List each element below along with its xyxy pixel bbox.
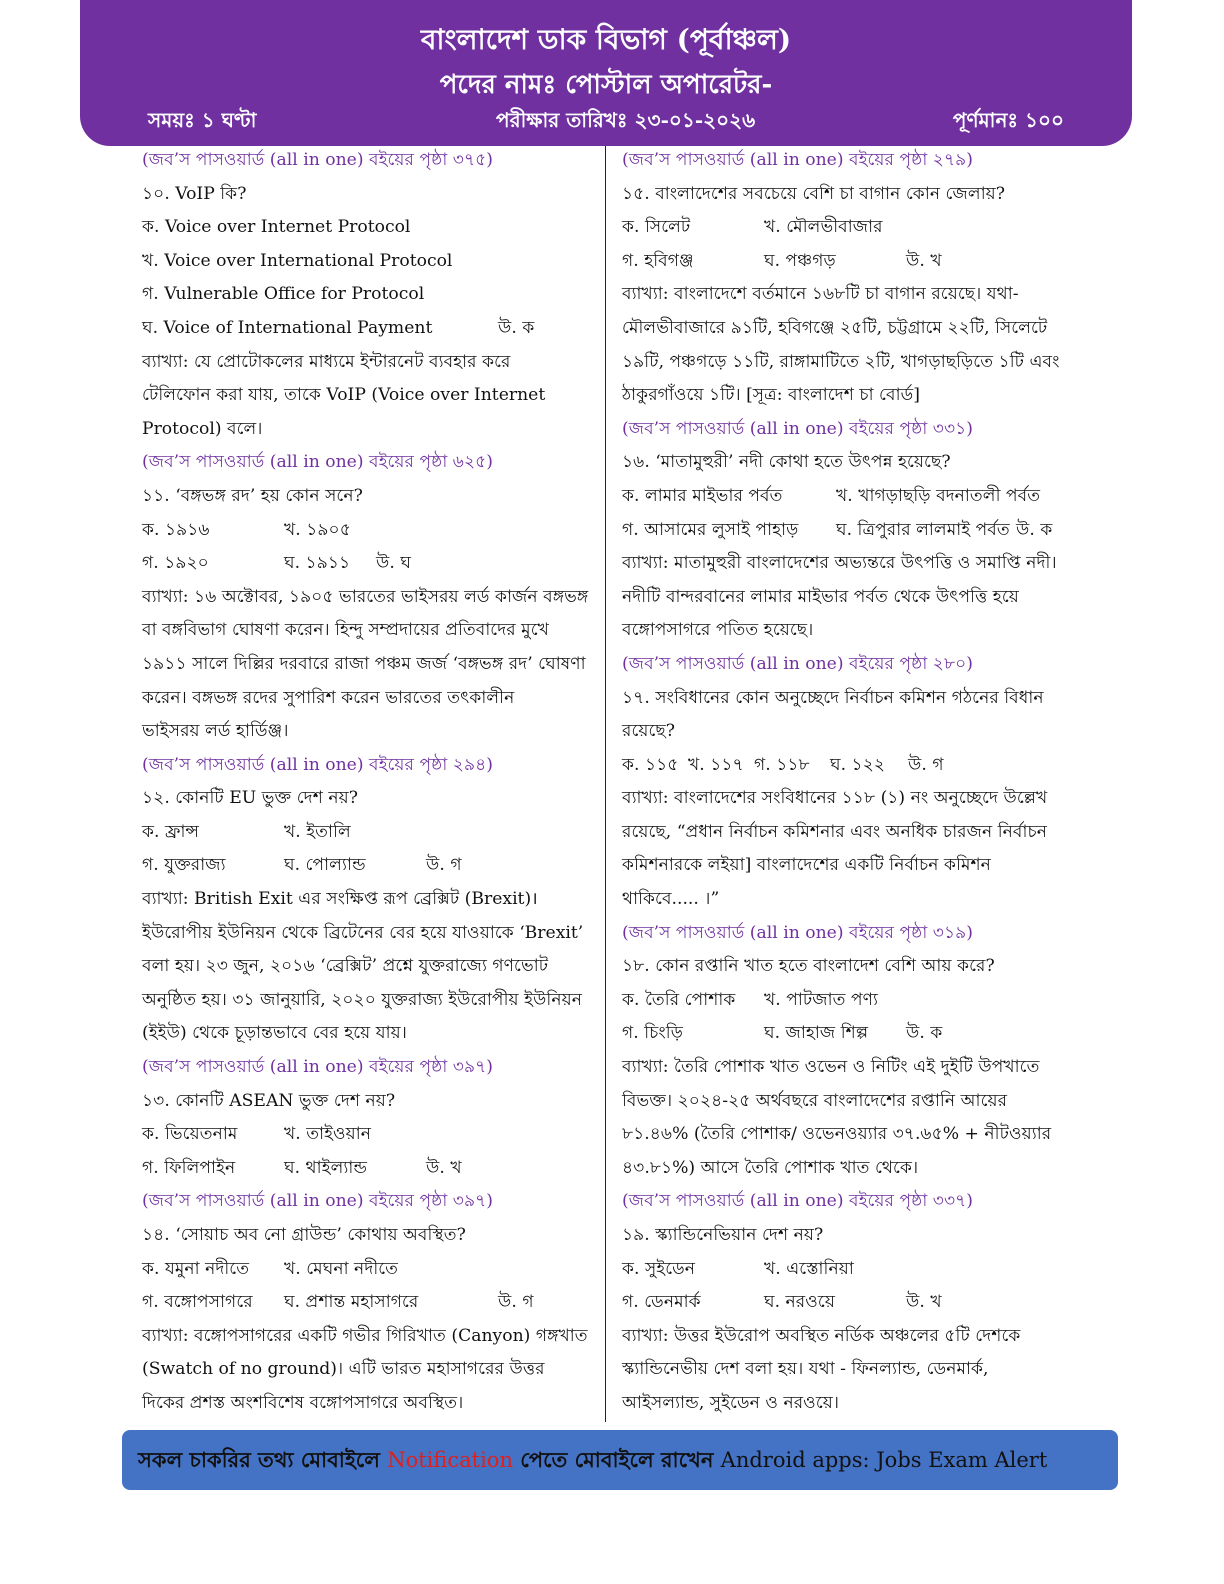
footer-part-2: পেতে মোবাইলে রাখেন	[512, 1447, 721, 1472]
option-row	[142, 1253, 598, 1287]
book-reference: (জব’স পাসওয়ার্ড (all in one) বইয়ের পৃষ্ঠা ২৭৯)	[622, 150, 973, 170]
option: খ. ১১৭	[688, 754, 744, 775]
question-17: ১৭. সংবিধানের কোন অনুচ্ছেদে নির্বাচন কমিশন গঠনের বিধান	[622, 687, 1044, 708]
explanation: স্ক্যান্ডিনেভীয় দেশ বলা হয়। যথা - ফিনল্যান্ড, ডেনমার্ক,	[622, 1359, 989, 1380]
option: ক. লামার মাইভার পর্বত	[622, 485, 783, 506]
explanation: ১৯১১ সালে দিল্লির দরবারে রাজা পঞ্চম জর্জ ‘বঙ্গভঙ্গ রদ’ ঘোষণা	[142, 653, 586, 674]
option: ঘ. প্রশান্ত মহাসাগরে	[284, 1292, 419, 1313]
explanation: ব্যাখ্যা: উত্তর ইউরোপ অবস্থিত নর্ডিক অঞ্চলের ৫টি দেশকে	[622, 1325, 1021, 1346]
explanation: ঠাকুরগাঁওয়ে ১টি। [সূত্র: বাংলাদেশ চা বোর্ড]	[622, 385, 920, 406]
explanation: ব্যাখ্যা: British Exit এর সংক্ষিপ্ত রূপ ব্রেক্সিট (Brexit)।	[142, 889, 538, 910]
option: ঘ. ১২২	[830, 754, 886, 775]
option-row	[142, 514, 598, 548]
explanation: টেলিফোন করা যায়, তাকে VoIP (Voice over Internet	[142, 385, 546, 406]
option-row	[142, 849, 598, 883]
answer: উ. ঘ	[376, 553, 411, 574]
option: ক. ভিয়েতনাম	[142, 1124, 238, 1145]
book-reference: (জব’স পাসওয়ার্ড (all in one) বইয়ের পৃষ্ঠা ৩১৯)	[622, 922, 973, 943]
department-title: বাংলাদেশ ডাক বিভাগ (পূর্বাঞ্চল)	[420, 23, 792, 56]
option: খ. ১৯০৫	[284, 519, 351, 540]
option: খ. মেঘনা নদীতে	[284, 1258, 399, 1279]
explanation: ৮১.৪৬% (তৈরি পোশাক/ ওভেনওয়্যার ৩৭.৬৫% + নীটওয়্যার	[622, 1124, 1052, 1145]
option-row	[142, 1152, 598, 1186]
explanation: কমিশনারকে লইয়া] বাংলাদেশের একটি নির্বাচন কমিশন	[622, 855, 991, 876]
option: গ. Vulnerable Office for Protocol	[142, 284, 425, 305]
book-reference: (জব’স পাসওয়ার্ড (all in one) বইয়ের পৃষ্ঠা ২৮০)	[622, 653, 973, 674]
question-19: ১৯. স্ক্যান্ডিনেভিয়ান দেশ নয়?	[622, 1225, 824, 1245]
option: খ. পাটজাত পণ্য	[764, 989, 878, 1010]
option: গ. ১১৮	[754, 754, 810, 775]
option: ঘ. থাইল্যান্ড	[284, 1157, 368, 1178]
explanation: ভাইসরয় লর্ড হার্ডিঞ্জ।	[142, 721, 289, 742]
option: খ. তাইওয়ান	[284, 1124, 372, 1145]
option: ক. Voice over Internet Protocol	[142, 217, 411, 238]
option-row	[622, 514, 1067, 548]
post-name: পদের নামঃ পোস্টাল অপারেটর-	[439, 70, 773, 100]
option: গ. চিংড়ি	[622, 1023, 683, 1044]
question-16: ১৬. ‘মাতামুহুরী’ নদী কোথা হতে উৎপন্ন হয়েছে?	[622, 452, 951, 473]
exam-time: সময়ঃ ১ ঘণ্টা	[148, 108, 257, 132]
option-row	[142, 1118, 598, 1152]
explanation: বিভক্ত। ২০২৪-২৫ অর্থবছরে বাংলাদেশের রপ্তানি আয়ের	[622, 1090, 1008, 1111]
option: খ. এস্তোনিয়া	[764, 1258, 854, 1279]
question-14: ১৪. ‘সোয়াচ অব নো গ্রাউন্ড’ কোথায় অবস্থিত?	[142, 1225, 466, 1245]
explanation: ব্যাখ্যা: বাংলাদেশে বর্তমানে ১৬৮টি চা বাগান রয়েছে। যথা-	[622, 284, 1019, 305]
explanation: Protocol) বলে।	[142, 418, 263, 439]
book-reference: (জব’স পাসওয়ার্ড (all in one) বইয়ের পৃষ্ঠা ৩৯৭)	[142, 1191, 493, 1212]
answer: উ. গ	[426, 855, 462, 876]
answer: উ. খ	[906, 1292, 942, 1313]
footer-banner	[122, 1430, 1118, 1490]
option-row	[622, 1286, 1067, 1320]
option: ক. ১১৫	[622, 754, 679, 775]
option-row	[142, 1286, 598, 1320]
footer-part-1: সকল চাকরির তথ্য মোবাইলে	[138, 1447, 388, 1472]
option-row	[142, 547, 598, 581]
question-12: ১২. কোনটি EU ভুক্ত দেশ নয়?	[142, 788, 358, 809]
explanation: বঙ্গোপসাগরে পতিত হয়েছে।	[622, 620, 814, 641]
explanation: বলা হয়। ২৩ জুন, ২০১৬ ‘ব্রেক্সিট’ প্রশ্নে যুক্তরাজ্যে গণভোট	[142, 956, 549, 977]
option: খ. মৌলভীবাজার	[764, 217, 883, 238]
page-header	[80, 0, 1132, 146]
answer: উ. ক	[1016, 519, 1053, 540]
explanation: রয়েছে, “প্রধান নির্বাচন কমিশনার এবং অনধিক চারজন নির্বাচন	[622, 821, 1047, 842]
book-reference: (জব’স পাসওয়ার্ড (all in one) বইয়ের পৃষ্ঠা ৬২৫)	[142, 452, 493, 473]
answer: উ. ক	[906, 1023, 943, 1044]
book-reference: (জব’স পাসওয়ার্ড (all in one) বইয়ের পৃষ্ঠা ৩৩১)	[622, 418, 973, 439]
right-column	[622, 144, 1067, 1421]
option: ক. সুইডেন	[622, 1258, 696, 1279]
option: ঘ. পোল্যান্ড	[284, 855, 366, 876]
option-row	[622, 1253, 1067, 1287]
explanation: অনুষ্ঠিত হয়। ৩১ জানুয়ারি, ২০২০ যুক্তরাজ্য ইউরোপীয় ইউনিয়ন	[142, 989, 582, 1010]
explanation: আইসল্যান্ড, সুইডেন ও নরওয়ে।	[622, 1392, 839, 1413]
explanation: ১৯টি, পঞ্চগড়ে ১১টি, রাঙ্গামাটিতে ২টি, খাগড়াছড়িতে ১টি এবং	[622, 351, 1060, 372]
explanation: (ইইউ) থেকে চূড়ান্তভাবে বের হয়ে যায়।	[142, 1023, 407, 1044]
explanation: মৌলভীবাজারে ৯১টি, হবিগঞ্জে ২৫টি, চট্টগ্রামে ২২টি, সিলেটে	[622, 317, 1048, 338]
option: গ. ফিলিপাইন	[142, 1157, 236, 1178]
option: ঘ. ত্রিপুরার লালমাই পর্বত	[836, 519, 1010, 540]
explanation: দিকের প্রশস্ত অংশবিশেষ বঙ্গোপসাগরে অবস্থিত।	[142, 1392, 464, 1413]
option-row	[622, 1017, 1067, 1051]
book-reference: (জব’স পাসওয়ার্ড (all in one) বইয়ের পৃষ্ঠা ৩৭৫)	[142, 150, 493, 170]
explanation: ব্যাখ্যা: যে প্রোটোকলের মাধ্যমে ইন্টারনেট ব্যবহার করে	[142, 351, 511, 372]
option: খ. খাগড়াছড়ি বদনাতলী পর্বত	[836, 485, 1041, 506]
option: গ. হবিগঞ্জ	[622, 250, 694, 271]
option-row	[622, 749, 1067, 783]
app-name: Android apps: Jobs Exam Alert	[720, 1448, 1048, 1472]
option-row	[622, 480, 1067, 514]
answer: উ. খ	[906, 250, 942, 271]
answer: উ. খ	[426, 1157, 462, 1178]
option: খ. ইতালি	[284, 821, 351, 842]
full-marks: পূর্ণমানঃ ১০০	[952, 108, 1064, 132]
option: ঘ. জাহাজ শিল্প	[764, 1023, 869, 1044]
book-reference: (জব’স পাসওয়ার্ড (all in one) বইয়ের পৃষ্ঠা ২৯৪)	[142, 754, 493, 775]
explanation: থাকিবে..... ।”	[622, 889, 720, 910]
question-18: ১৮. কোন রপ্তানি খাত হতে বাংলাদেশ বেশি আয় করে?	[622, 956, 995, 977]
option: গ. বঙ্গোপসাগরে	[142, 1292, 253, 1313]
answer: উ. গ	[908, 754, 944, 775]
question-13: ১৩. কোনটি ASEAN ভুক্ত দেশ নয়?	[142, 1090, 396, 1111]
question-11: ১১. ‘বঙ্গভঙ্গ রদ’ হয় কোন সনে?	[142, 485, 363, 506]
option: খ. Voice over International Protocol	[142, 250, 453, 271]
option-row	[622, 245, 1067, 279]
notification-word: Notification	[387, 1448, 513, 1472]
explanation: নদীটি বান্দরবানের লামার মাইভার পর্বত থেকে উৎপত্তি হয়ে	[622, 586, 1019, 607]
book-reference: (জব’স পাসওয়ার্ড (all in one) বইয়ের পৃষ্ঠা ৩৯৭)	[142, 1057, 493, 1078]
explanation: ৪৩.৮১%) আসে তৈরি পোশাক খাত থেকে।	[622, 1157, 919, 1178]
option: ঘ. ১৯১১	[284, 553, 351, 574]
column-divider	[605, 146, 606, 1422]
question-10: ১০. VoIP কি?	[142, 183, 247, 204]
option: ক. সিলেট	[622, 217, 691, 238]
explanation: ব্যাখ্যা: মাতামুহুরী বাংলাদেশের অভ্যন্তরে উৎপত্তি ও সমাপ্তি নদী।	[622, 553, 1057, 574]
option: গ. যুক্তরাজ্য	[142, 855, 226, 876]
option: ঘ. পঞ্চগড়	[764, 250, 836, 271]
option: গ. ডেনমার্ক	[622, 1292, 701, 1313]
explanation: করেন। বঙ্গভঙ্গ রদের সুপারিশ করেন ভারতের তৎকালীন	[142, 687, 515, 708]
option: ক. ফ্রান্স	[142, 821, 199, 842]
explanation: ব্যাখ্যা: ১৬ অক্টোবর, ১৯০৫ ভারতের ভাইসরয় লর্ড কার্জন বঙ্গভঙ্গ	[142, 586, 589, 607]
explanation: (Swatch of no ground)। এটি ভারত মহাসাগরের উত্তর	[142, 1359, 545, 1380]
answer: উ. ক	[498, 317, 535, 338]
option: গ. আসামের লুসাই পাহাড়	[622, 519, 799, 540]
explanation: ব্যাখ্যা: বঙ্গোপসাগরের একটি গভীর গিরিখাত (Canyon) গঙ্গখাত	[142, 1325, 588, 1346]
option: ঘ. নরওয়ে	[764, 1292, 835, 1313]
answer: উ. গ	[498, 1292, 534, 1313]
explanation: ব্যাখ্যা: তৈরি পোশাক খাত ওভেন ও নিটিং এই দুইটি উপখাতে	[622, 1057, 1040, 1078]
option: ক. যমুনা নদীতে	[142, 1258, 250, 1279]
option: ঘ. Voice of International Payment	[142, 317, 433, 338]
option-row	[622, 984, 1067, 1018]
explanation: ব্যাখ্যা: বাংলাদেশের সংবিধানের ১১৮ (১) নং অনুচ্ছেদে উল্লেখ	[622, 788, 1048, 809]
option-row	[622, 211, 1067, 245]
option: ক. ১৯১৬	[142, 519, 210, 540]
option: ক. তৈরি পোশাক	[622, 989, 736, 1010]
left-column	[142, 144, 598, 1421]
question-17-cont: রয়েছে?	[622, 721, 676, 742]
book-reference: (জব’স পাসওয়ার্ড (all in one) বইয়ের পৃষ্ঠা ৩৩৭)	[622, 1191, 974, 1212]
option: গ. ১৯২০	[142, 553, 209, 574]
footer-text	[138, 1444, 1047, 1479]
option-row	[142, 816, 598, 850]
exam-date: পরীক্ষার তারিখঃ ২৩-০১-২০২৬	[496, 108, 756, 132]
option-row	[142, 312, 598, 346]
explanation: ইউরোপীয় ইউনিয়ন থেকে ব্রিটেনের বের হয়ে যাওয়াকে ‘Brexit’	[142, 922, 584, 943]
explanation: বা বঙ্গবিভাগ ঘোষণা করেন। হিন্দু সম্প্রদায়ের প্রতিবাদের মুখে	[142, 620, 549, 641]
question-15: ১৫. বাংলাদেশের সবচেয়ে বেশি চা বাগান কোন জেলায়?	[622, 183, 1006, 204]
